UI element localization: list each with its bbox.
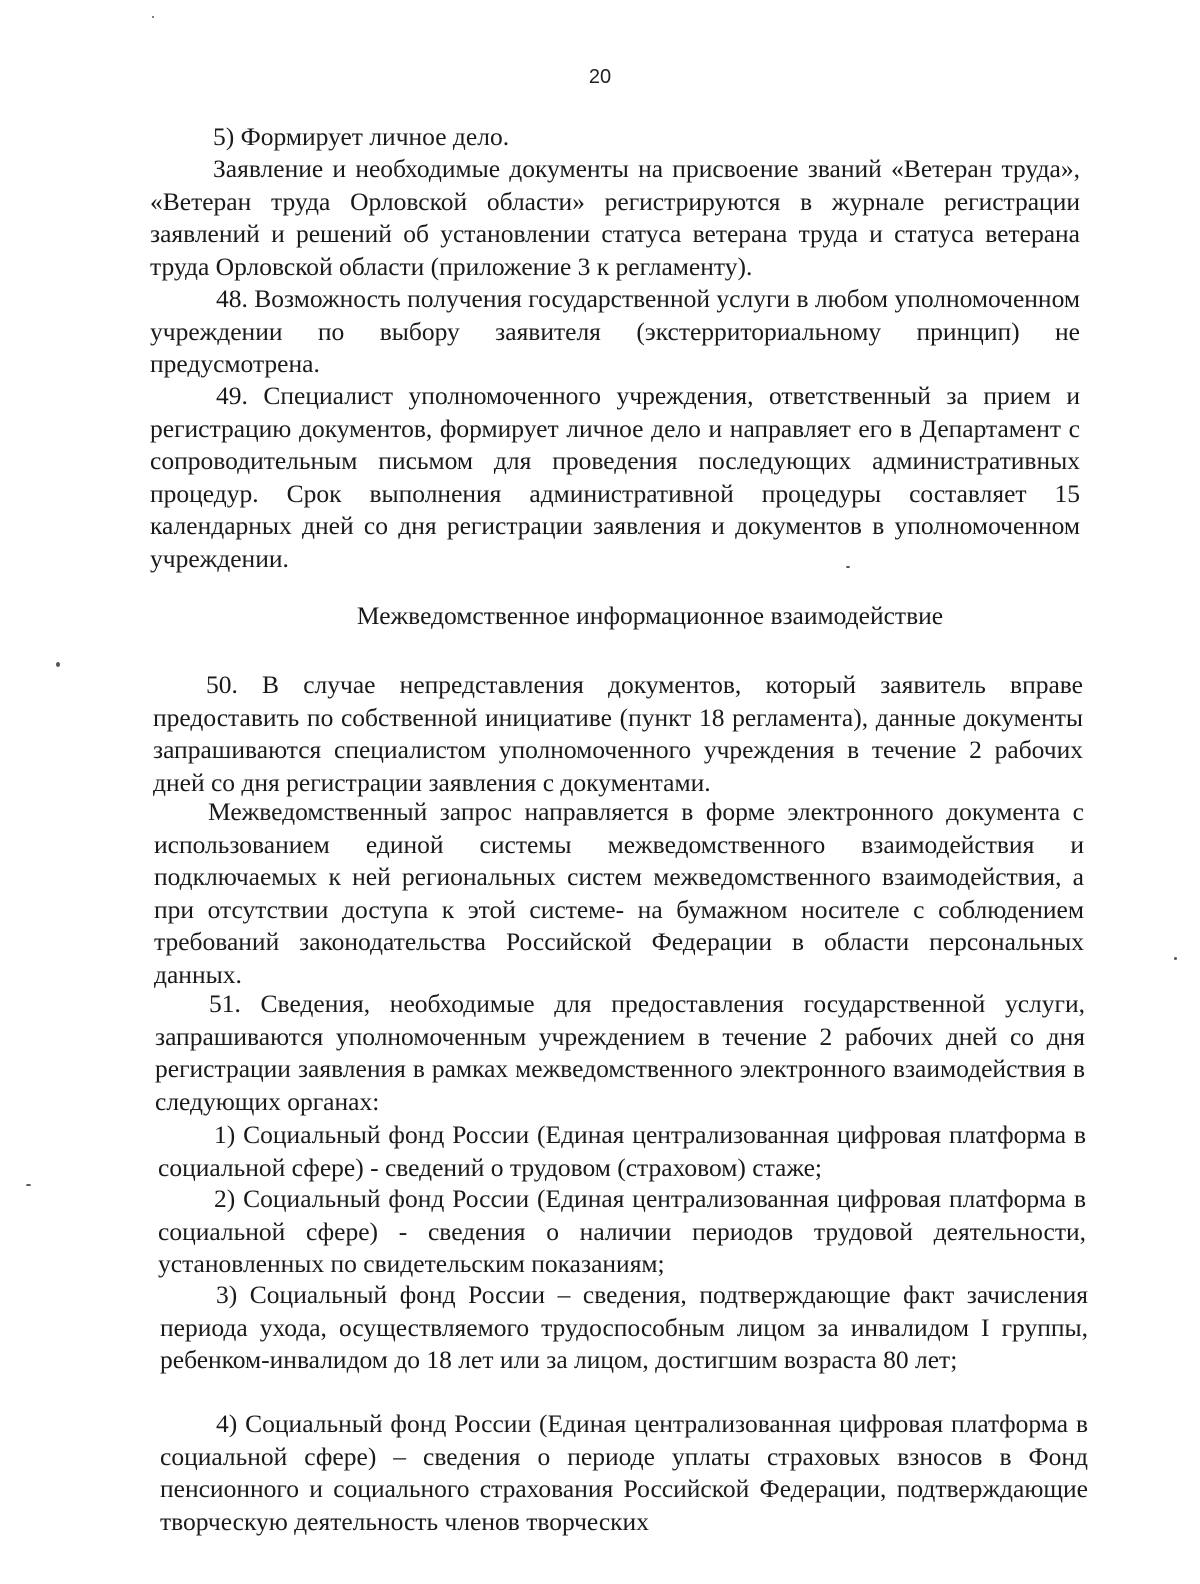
paragraph-49: 49. Специалист уполномоченного учреждения, ответственный за прием и регистрацию документов, формирует личное дело и направляет его в Департамент с сопроводительным письмом для проведения последующих административных процедур. Срок выполнения административной процедуры составляет 15 календарных дней со дня регистрации заявления и документов в уполномоченном учреждении.	[150, 381, 1080, 573]
page-number: 20	[588, 66, 612, 88]
paragraph-50: 50. В случае непредставления документов, который заявитель вправе предоставить по собственной инициативе (пункт 18 регламента), данные документы запрашиваются специалистом уполномоченного учреждения в течение 2 рабочих дней со дня регистрации заявления с документами.	[153, 670, 1083, 797]
scan-speck	[26, 1184, 31, 1186]
scan-speck	[1174, 957, 1177, 960]
list-item-2: 2) Социальный фонд России (Единая централизованная цифровая платформа в социальной сфере) - сведения о наличии периодов трудовой деятельности, установленных по свидетельским показаниям;	[158, 1184, 1086, 1278]
section-heading: Межведомственное информационное взаимодействие	[356, 601, 944, 630]
scan-speck	[152, 16, 154, 18]
paragraph-51: 51. Сведения, необходимые для предоставления государственной услуги, запрашиваются уполномоченным учреждением в течение 2 рабочих дней со дня регистрации заявления в рамках межведомственного электронного взаимодействия в следующих органах:	[155, 989, 1085, 1116]
list-item-3: 3) Социальный фонд России – сведения, подтверждающие факт зачисления периода ухода, осуществляемого трудоспособным лицом за инвалидом I группы, ребенком-инвалидом до 18 лет или за лицом, достигшим возраста 80 лет;	[160, 1280, 1088, 1374]
paragraph-48: 48. Возможность получения государственной услуги в любом уполномоченном учреждении по выбору заявителя (экстерриториальному принцип) не предусмотрена.	[150, 284, 1080, 378]
paragraph-registration: Заявление и необходимые документы на присвоение званий «Ветеран труда», «Ветеран труда Орловской области» регистрируются в журнале регистрации заявлений и решений об установлении статуса ветерана труда и статуса ветерана труда Орловской области (приложение 3 к регламенту).	[150, 154, 1080, 281]
list-item-1: 1) Социальный фонд России (Единая централизованная цифровая платформа в социальной сфере) - сведений о трудовом (страховом) стаже;	[158, 1120, 1086, 1182]
paragraph-interagency-request: Межведомственный запрос направляется в форме электронного документа с использованием единой системы межведомственного взаимодействия и подключаемых к ней региональных систем межведомственного взаимодействия, а при отсутствии доступа к этой системе- на бумажном носителе с соблюдением требований законодательства Российской Федерации в области персональных данных.	[154, 797, 1084, 989]
list-item-4: 4) Социальный фонд России (Единая централизованная цифровая платформа в социальной сфере) – сведения о периоде уплаты страховых взносов в Фонд пенсионного и социального страхования Российской Федерации, подтверждающие творческую деятельность членов творческих	[160, 1409, 1088, 1536]
list-item-5: 5) Формирует личное дело.	[213, 122, 510, 151]
scan-speck	[56, 662, 60, 667]
scan-speck	[846, 566, 850, 568]
